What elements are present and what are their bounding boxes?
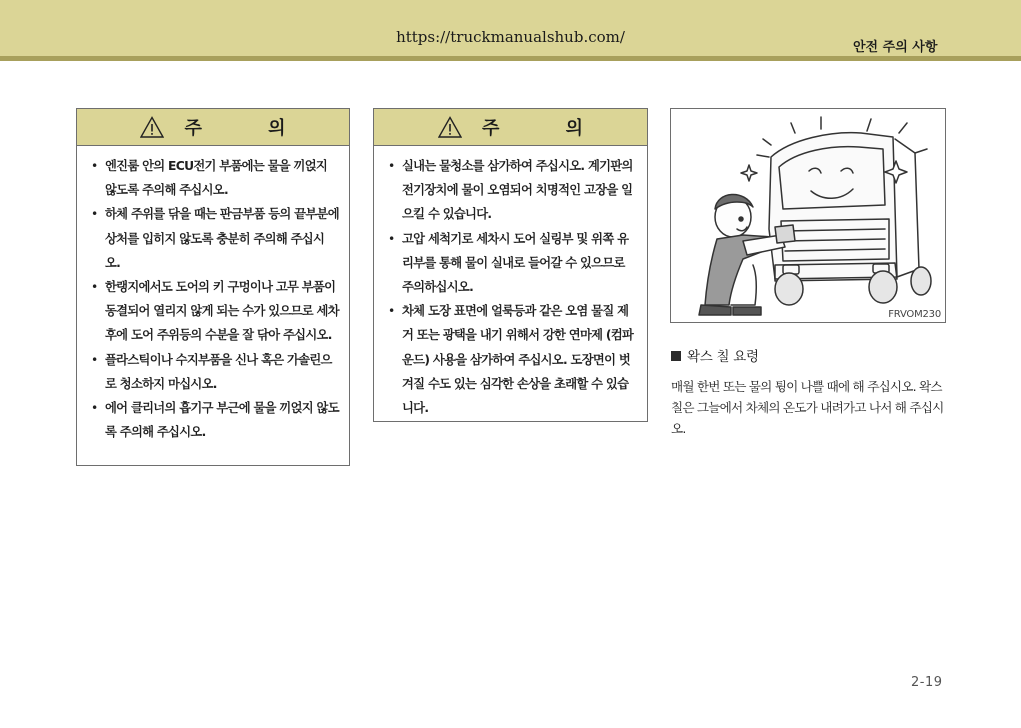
- warning-icon: [140, 116, 164, 138]
- caution-title: 주 의: [184, 118, 316, 139]
- section-title: 안전 주의 사항: [853, 40, 938, 55]
- figure-code: FRVOM230: [888, 309, 941, 320]
- square-bullet-icon: [671, 351, 681, 361]
- truck-waxing-drawing: [671, 109, 945, 322]
- caution-box-left: [76, 108, 350, 466]
- header-rule: [0, 56, 1021, 61]
- caution-item: • 엔진룸 안의 ECU전기 부품에는 물을 끼얹지 않도록 주의해 주십시오.: [91, 154, 339, 202]
- wax-section-body: 매월 한번 또는 물의 튕이 나쁠 때에 해 주십시오. 왁스칠은 그늘에서 차체의 온도가 내려가고 나서 해 주십시오.: [671, 379, 944, 436]
- caution-header: [374, 109, 647, 146]
- caution-item: • 플라스틱이나 수지부품을 신나 혹은 가솔린으로 청소하지 마십시오.: [91, 348, 339, 396]
- caution-box-right: [373, 108, 648, 422]
- caution-item: • 하체 주위를 닦을 때는 판금부품 등의 끝부분에 상처를 입히지 않도록 충분히 주의해 주십시오.: [91, 202, 339, 275]
- caution-list: [77, 146, 349, 444]
- caution-item: • 차체 도장 표면에 얼룩등과 같은 오염 물질 제거 또는 광택을 내기 위해서 강한 연마제 (컴파운드) 사용을 삼가하여 주십시오. 도장면이 벗겨질 수도 있는 심각한 손상을 초래할 수 있습니다.: [388, 299, 637, 420]
- caution-header: [77, 109, 349, 146]
- warning-icon: [438, 116, 462, 138]
- caution-item: • 에어 클리너의 흡기구 부근에 물을 끼얹지 않도록 주의해 주십시오.: [91, 396, 339, 444]
- source-url: https://truckmanualshub.com/: [396, 28, 625, 46]
- caution-item: • 실내는 물청소를 삼가하여 주십시오. 계기판의 전기장치에 물이 오염되어 치명적인 고장을 일으킬 수 있습니다.: [388, 154, 637, 227]
- caution-item: • 한랭지에서도 도어의 키 구멍이나 고무 부품이 동결되어 열리지 않게 되는 수가 있으므로 세차후에 도어 주위등의 수분을 잘 닦아 주십시오.: [91, 275, 339, 348]
- wax-title-text: 왁스 칠 요령: [687, 349, 759, 365]
- page-number: 2-19: [911, 675, 943, 690]
- caution-item: • 고압 세척기로 세차시 도어 실링부 및 위쪽 유리부를 통해 물이 실내로 들어갈 수 있으므로 주의하십시오.: [388, 227, 637, 300]
- wax-section-title: [671, 345, 759, 365]
- caution-list: [374, 146, 647, 420]
- caution-title: 주 의: [481, 118, 614, 139]
- waxing-illustration: [670, 108, 946, 323]
